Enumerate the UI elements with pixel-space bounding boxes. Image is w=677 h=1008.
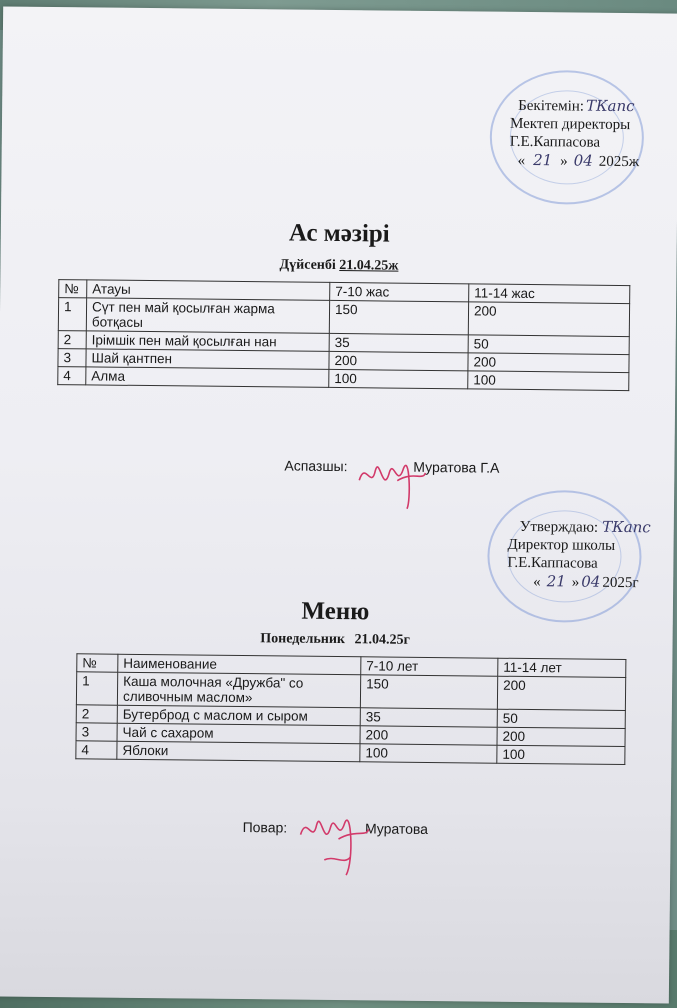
dish-name: Яблоки — [117, 741, 360, 762]
row-number: 4 — [58, 367, 86, 385]
col-name: Атауы — [87, 280, 330, 301]
approval-label: Утверждаю: — [519, 518, 599, 536]
day-of-week: Дүйсенбі — [279, 257, 336, 273]
director-name: Г.Е.Каппасова — [507, 554, 598, 572]
dish-name: Алма — [86, 367, 329, 388]
row-number: 1 — [76, 672, 117, 705]
row-number: 2 — [76, 705, 117, 723]
portion-7-10: 35 — [329, 333, 468, 352]
menu-date-kz — [0, 254, 677, 277]
col-age-7-10: 7-10 лет — [361, 657, 498, 676]
dish-name: Сүт пен май қосылған жарма ботқасы — [86, 298, 329, 334]
dish-name: Каша молочная «Дружба" со сливочным маслом» — [117, 672, 360, 708]
portion-11-14: 200 — [497, 727, 625, 746]
portion-11-14: 50 — [468, 335, 629, 355]
row-number: 1 — [58, 298, 86, 331]
director-position: Мектеп директоры — [509, 115, 631, 134]
approval-label: Бекітемін: — [518, 97, 585, 115]
row-number: 2 — [58, 331, 86, 349]
portion-11-14: 100 — [468, 371, 629, 391]
cook-name: Муратова Г.А — [413, 458, 500, 476]
dish-name: Чай с сахаром — [117, 723, 360, 744]
row-number: 3 — [58, 349, 86, 367]
portion-11-14: 50 — [497, 709, 625, 728]
portion-7-10: 150 — [329, 300, 468, 334]
col-number: № — [77, 654, 118, 672]
cook-signature-kz — [353, 450, 434, 511]
cook-name: Муратова — [364, 820, 429, 837]
portion-7-10: 200 — [329, 351, 468, 370]
menu-title-kz: Ас мәзірі — [288, 219, 390, 248]
paper-sheet — [0, 6, 677, 1003]
date-year: 2025ж — [598, 153, 640, 171]
date-open-quote: « — [533, 574, 541, 591]
dish-name: Бутерброд с маслом и сыром — [117, 705, 360, 726]
cook-label: Повар: — [242, 819, 288, 836]
col-age-11-14: 11-14 жас — [469, 284, 630, 304]
date-year: 2025г — [602, 574, 639, 592]
col-age-7-10: 7-10 жас — [330, 282, 469, 301]
row-number: 3 — [76, 723, 117, 741]
portion-11-14: 200 — [468, 353, 629, 373]
cook-label: Аспазшы: — [284, 457, 348, 475]
portion-7-10: 100 — [329, 369, 468, 388]
director-position: Директор школы — [507, 536, 616, 554]
portion-7-10: 200 — [360, 726, 497, 745]
menu-table-kz — [57, 279, 630, 391]
col-number: № — [59, 280, 87, 298]
portion-11-14: 200 — [468, 302, 629, 337]
portion-11-14: 100 — [497, 745, 625, 764]
portion-11-14: 200 — [497, 676, 625, 710]
day-of-week: Понедельник — [260, 631, 346, 648]
date-sep: » — [571, 574, 580, 591]
menu-table-ru — [75, 653, 626, 765]
portion-7-10: 150 — [360, 675, 497, 709]
approval-block-kz — [509, 96, 640, 171]
menu-title-ru: Меню — [301, 597, 370, 626]
menu-date: 21.04.25ж — [339, 258, 399, 274]
portion-7-10: 100 — [360, 744, 497, 763]
col-name: Наименование — [118, 654, 361, 675]
dish-name: Шай қантпен — [86, 349, 329, 370]
approval-block-ru — [507, 517, 651, 592]
date-day: 21 — [533, 151, 553, 170]
col-age-11-14: 11-14 лет — [498, 658, 626, 677]
dish-name: Ірімшік пен май қосылған нан — [86, 331, 329, 352]
cook-signature-ru — [294, 805, 375, 881]
director-signature: ТКапс — [585, 96, 635, 116]
portion-7-10: 35 — [360, 708, 497, 727]
menu-date: 21.04.25г — [354, 632, 410, 648]
date-open-quote: « — [517, 152, 526, 169]
date-month: 04 — [581, 572, 601, 591]
director-name: Г.Е.Каппасова — [509, 133, 601, 151]
date-day: 21 — [546, 572, 566, 591]
date-sep: » — [560, 153, 568, 170]
date-month: 04 — [573, 151, 593, 170]
director-signature: ТКапс — [602, 517, 651, 537]
row-number: 4 — [76, 741, 117, 759]
menu-date-ru — [0, 628, 674, 651]
